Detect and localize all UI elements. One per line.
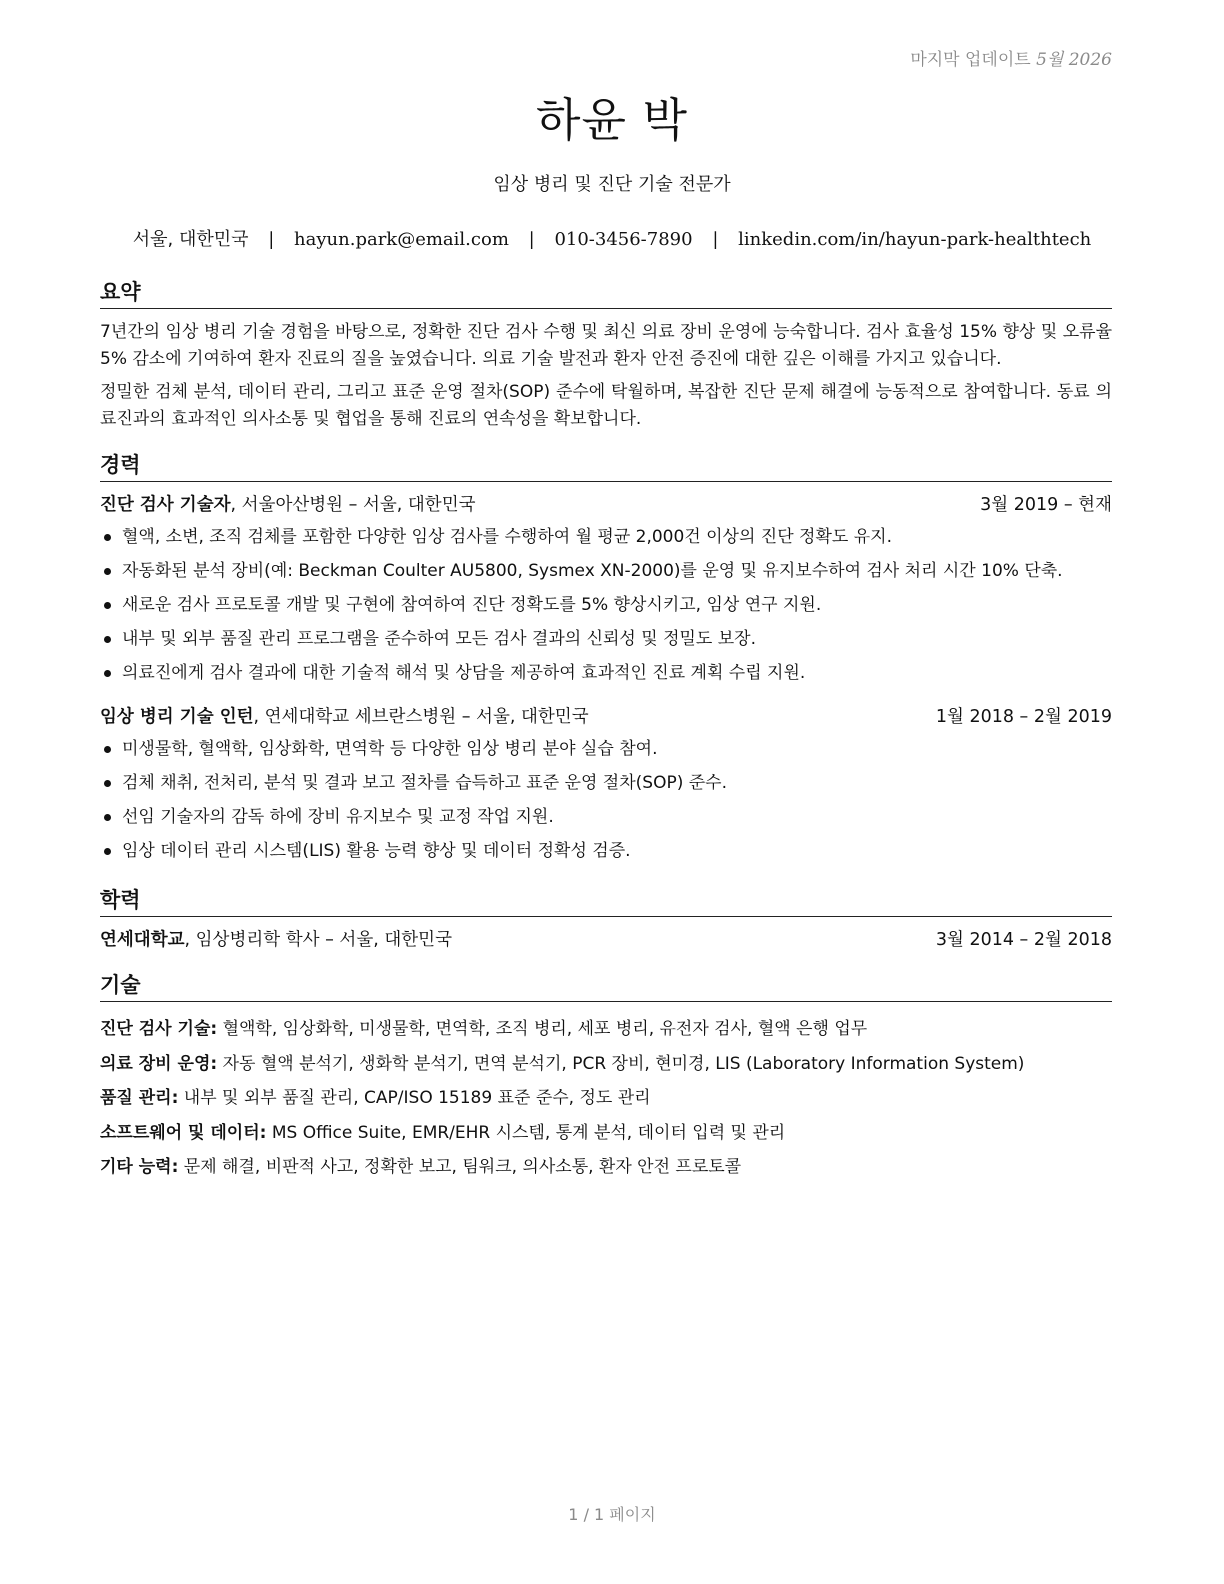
candidate-name: 하윤 박 — [536, 93, 688, 147]
job-org: , 서울아산병원 – 서울, 대한민국 — [230, 495, 476, 515]
job-bullets — [100, 520, 1112, 690]
last-updated — [910, 45, 1112, 70]
skill-row — [100, 1012, 1112, 1047]
job-dates: 3월 2019 – 현재 — [980, 495, 1112, 515]
list-item: 혈액, 소변, 조직 검체를 포함한 다양한 임상 검사를 수행하여 월 평균 2,000건 이상의 진단 정확도 유지. — [100, 520, 1112, 554]
list-item: 미생물학, 혈액학, 임상화학, 면역학 등 다양한 임상 병리 분야 실습 참여. — [100, 732, 1112, 766]
contact-separator: | — [712, 229, 719, 250]
list-item: 선임 기술자의 감독 하에 장비 유지보수 및 교정 작업 지원. — [100, 800, 1112, 834]
education-dates: 3월 2014 – 2월 2018 — [935, 930, 1112, 950]
job-dates: 1월 2018 – 2월 2019 — [935, 707, 1112, 727]
skill-label: 진단 검사 기술: — [100, 1019, 218, 1039]
contact-email-link[interactable]: hayun.park@email.com — [294, 229, 509, 250]
skill-row — [100, 1081, 1112, 1116]
skill-value: 혈액학, 임상화학, 미생물학, 면역학, 조직 병리, 세포 병리, 유전자 검사, 혈액 은행 업무 — [217, 1019, 868, 1039]
skill-value: 내부 및 외부 품질 관리, CAP/ISO 15189 표준 준수, 정도 관리 — [178, 1088, 651, 1108]
last-updated-label: 마지막 업데이트 — [910, 50, 1031, 70]
skill-label: 품질 관리: — [100, 1088, 179, 1108]
skills-section — [100, 969, 1112, 1185]
skill-label: 의료 장비 운영: — [100, 1053, 218, 1074]
list-item: 의료진에게 검사 결과에 대한 기술적 해석 및 상담을 제공하여 효과적인 진료 계획 수립 지원. — [100, 656, 1112, 690]
job-role: 진단 검사 기술자 — [100, 495, 231, 515]
education-entry — [100, 927, 1112, 953]
skill-value: 문제 해결, 비판적 사고, 정확한 보고, 팀워크, 의사소통, 환자 안전 프로토콜 — [178, 1157, 742, 1177]
experience-section — [100, 449, 1112, 868]
list-item: 자동화된 분석 장비(예: Beckman Coulter AU5800, Sysmex XN-2000)를 운영 및 유지보수하여 검사 처리 시간 10% 단축. — [100, 554, 1112, 588]
list-item: 검체 채취, 전처리, 분석 및 결과 보고 절차를 습득하고 표준 운영 절차(SOP) 준수. — [100, 766, 1112, 800]
contact-separator: | — [528, 229, 535, 250]
summary-paragraph: 정밀한 검체 분석, 데이터 관리, 그리고 표준 운영 절차(SOP) 준수에 탁월하며, 복잡한 진단 문제 해결에 능동적으로 참여합니다. 동료 의료진과의 효과적인 의사소통 및 협업을 통해 진료의 연속성을 확보합니다. — [100, 382, 1112, 429]
summary-paragraph: 7년간의 임상 병리 기술 경험을 바탕으로, 정확한 진단 검사 수행 및 최신 의료 장비 운영에 능숙합니다. 검사 효율성 15% 향상 및 오류율 5% 감소에 기여하여 환자 진료의 질을 높였습니다. 의료 기술 발전과 환자 안전 증진에 대한 깊은 이해를 가지고 있습니다. — [100, 322, 1112, 369]
skill-label: 소프트웨어 및 데이터: — [100, 1122, 267, 1143]
job-title-line — [100, 492, 476, 518]
contact-location: 서울, 대한민국 — [132, 229, 249, 250]
job-header — [100, 492, 1112, 518]
list-item: 임상 데이터 관리 시스템(LIS) 활용 능력 향상 및 데이터 정확성 검증. — [100, 834, 1112, 868]
contact-linkedin-link[interactable]: linkedin.com/in/hayun-park-healthtech — [738, 229, 1092, 250]
section-title-skills: 기술 — [100, 969, 1112, 1002]
last-updated-date: 5월 2026 — [1036, 50, 1112, 70]
education-section — [100, 884, 1112, 953]
contact-separator: | — [268, 229, 275, 250]
contact-phone: 010-3456-7890 — [554, 229, 693, 250]
page-number: 1 / 1 페이지 — [568, 1505, 656, 1524]
skill-value: MS Office Suite, EMR/EHR 시스템, 통계 분석, 데이터 입력 및 관리 — [266, 1122, 786, 1143]
job-bullets — [100, 732, 1112, 868]
skill-label: 기타 능력: — [100, 1157, 179, 1177]
section-title-education: 학력 — [100, 884, 1112, 917]
education-school: 연세대학교 — [100, 930, 185, 950]
job-title-line — [100, 704, 589, 730]
section-title-experience: 경력 — [100, 449, 1112, 482]
skill-row — [100, 1116, 1112, 1151]
job-org: , 연세대학교 세브란스병원 – 서울, 대한민국 — [253, 707, 589, 727]
skill-row — [100, 1047, 1112, 1082]
education-detail: , 임상병리학 학사 – 서울, 대한민국 — [184, 930, 452, 950]
skill-value: 자동 혈액 분석기, 생화학 분석기, 면역 분석기, PCR 장비, 현미경, LIS (Laboratory Information System) — [217, 1053, 1025, 1074]
candidate-headline: 임상 병리 및 진단 기술 전문가 — [493, 174, 731, 195]
job-header — [100, 704, 1112, 730]
education-title-line — [100, 927, 452, 953]
contact-line — [0, 225, 1224, 251]
list-item: 내부 및 외부 품질 관리 프로그램을 준수하여 모든 검사 결과의 신뢰성 및 정밀도 보장. — [100, 622, 1112, 656]
summary-section — [100, 276, 1112, 433]
list-item: 새로운 검사 프로토콜 개발 및 구현에 참여하여 진단 정확도를 5% 향상시키고, 임상 연구 지원. — [100, 588, 1112, 622]
job-role: 임상 병리 기술 인턴 — [100, 707, 254, 727]
resume-content — [100, 276, 1112, 1201]
skill-row — [100, 1150, 1112, 1185]
section-title-summary: 요약 — [100, 276, 1112, 309]
